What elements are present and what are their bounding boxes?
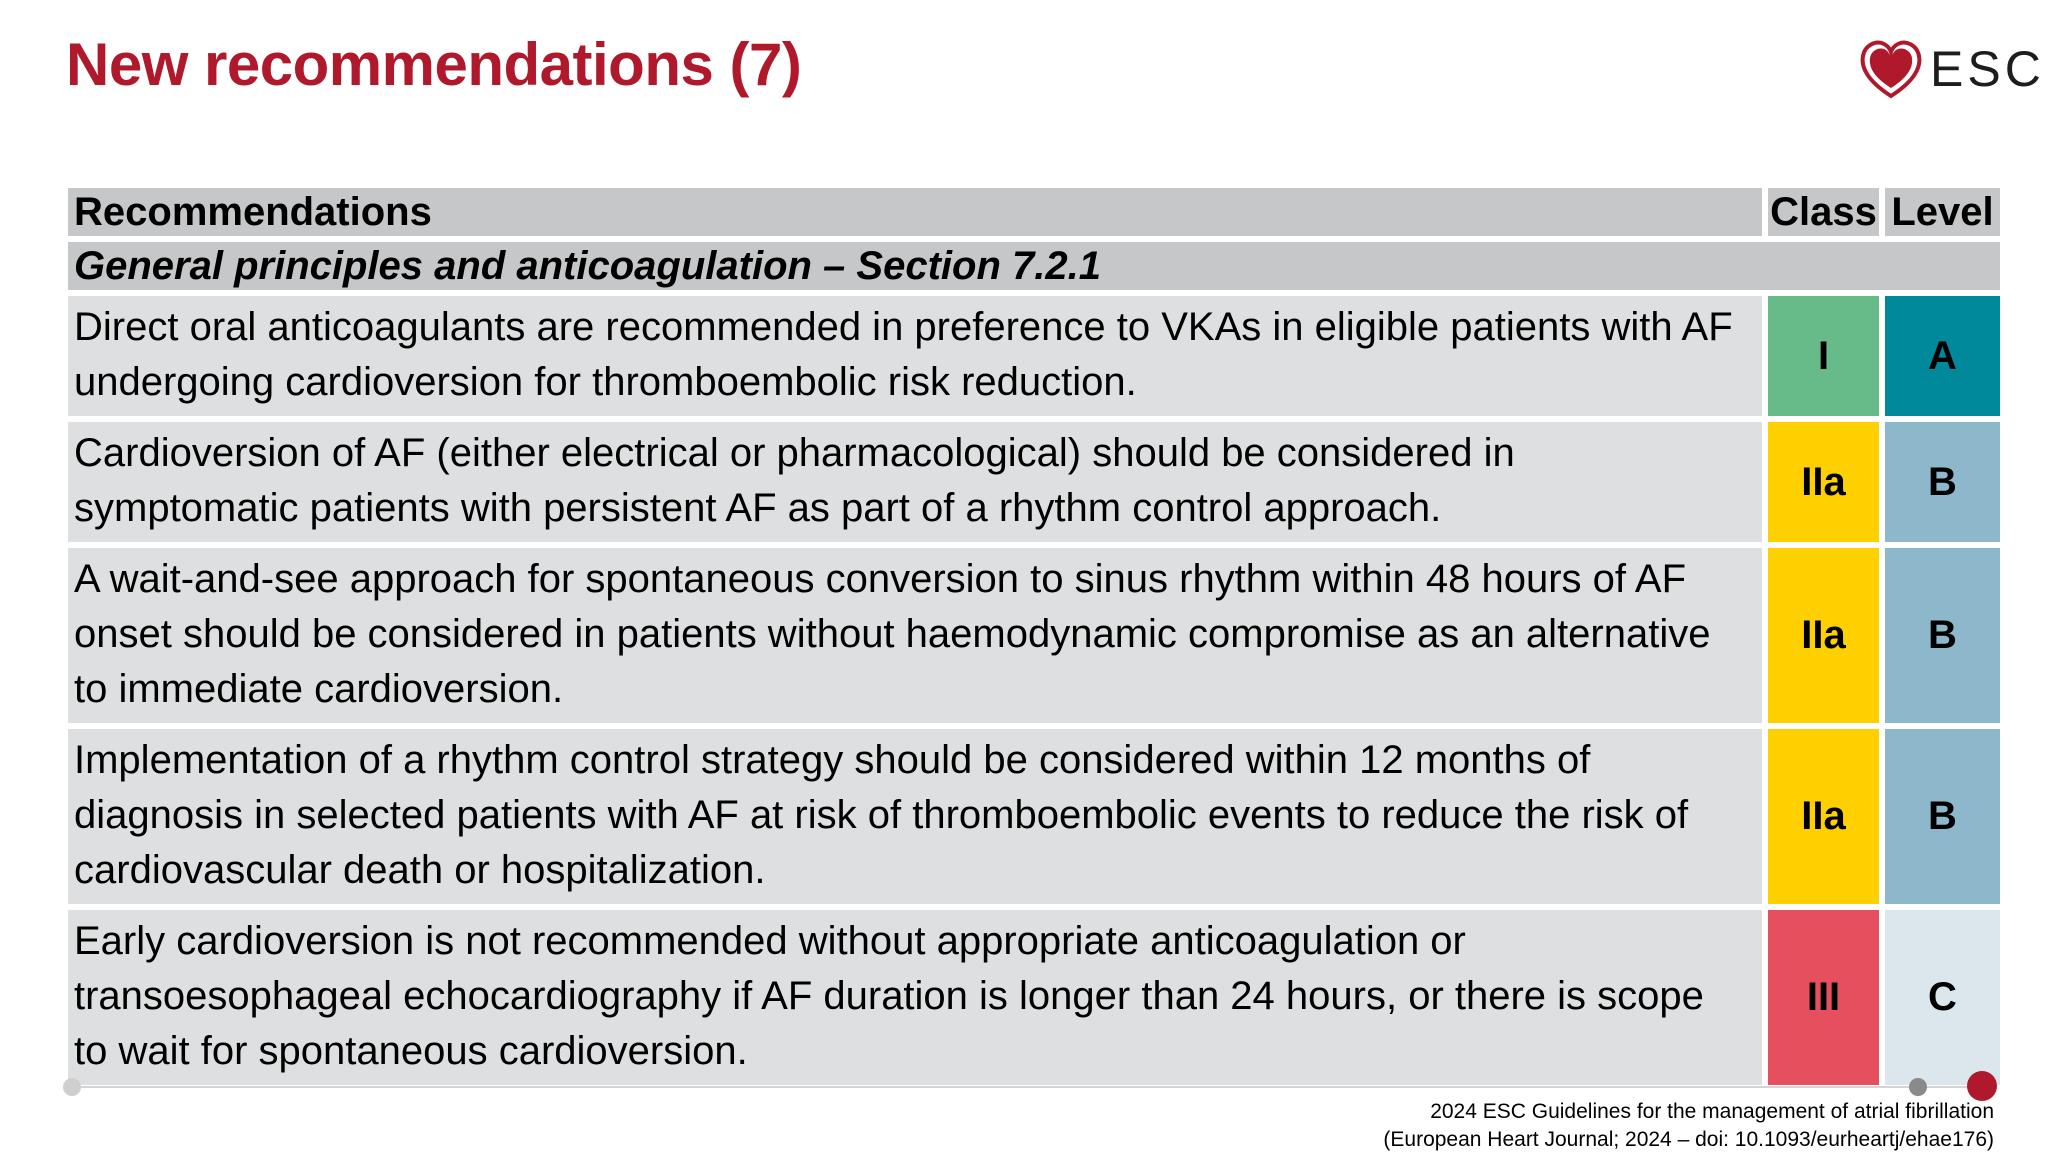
citation-title: 2024 ESC Guidelines for the management of atrial fibrillation: [1430, 1100, 1994, 1123]
level-badge: C: [1885, 910, 2000, 1085]
heart-icon: [1858, 36, 1924, 102]
recommendation-text: Cardioversion of AF (either electrical or pharmacological) should be considered in symptomatic patients with persistent AF as part of a rhythm control approach.: [68, 422, 1762, 542]
class-badge: III: [1768, 910, 1879, 1085]
level-badge: B: [1885, 729, 2000, 904]
recommendation-text: Implementation of a rhythm control strategy should be considered within 12 months of diagnosis in selected patients with AF at risk of thromboembolic events to reduce the risk of cardiovascular death or hospitalization.: [68, 729, 1762, 904]
level-badge: A: [1885, 296, 2000, 416]
progress-start-dot: [63, 1078, 81, 1096]
header-recommendations: Recommendations: [68, 188, 1762, 236]
recommendation-text: A wait-and-see approach for spontaneous conversion to sinus rhythm within 48 hours of AF onset should be considered in patients without haemodynamic compromise as an alternative to immediate cardioversion.: [68, 548, 1762, 723]
level-badge: B: [1885, 548, 2000, 723]
progress-current-dot: [1967, 1071, 1997, 1101]
section-heading: General principles and anticoagulation – Section 7.2.1: [68, 242, 2000, 290]
progress-track: [72, 1086, 1984, 1088]
header-class: Class: [1768, 188, 1879, 236]
slide-title: New recommendations (7): [66, 31, 802, 98]
progress-previous-dot: [1909, 1078, 1927, 1096]
logo-text: ESC: [1930, 41, 2045, 97]
class-badge: IIa: [1768, 422, 1879, 542]
level-badge: B: [1885, 422, 2000, 542]
citation-footer: [1383, 1098, 1994, 1154]
recommendations-table: [68, 188, 2000, 1085]
class-badge: IIa: [1768, 729, 1879, 904]
header-level: Level: [1885, 188, 2000, 236]
recommendation-text: Early cardioversion is not recommended without appropriate anticoagulation or transoesophageal echocardiography if AF duration is longer than 24 hours, or there is scope to wait for spontaneous cardioversion.: [68, 910, 1762, 1085]
class-badge: I: [1768, 296, 1879, 416]
recommendation-text: Direct oral anticoagulants are recommended in preference to VKAs in eligible patients with AF undergoing cardioversion for thromboembolic risk reduction.: [68, 296, 1762, 416]
esc-logo: [1858, 34, 2045, 104]
citation-doi: (European Heart Journal; 2024 – doi: 10.1093/eurheartj/ehae176): [1383, 1128, 1994, 1151]
class-badge: IIa: [1768, 548, 1879, 723]
